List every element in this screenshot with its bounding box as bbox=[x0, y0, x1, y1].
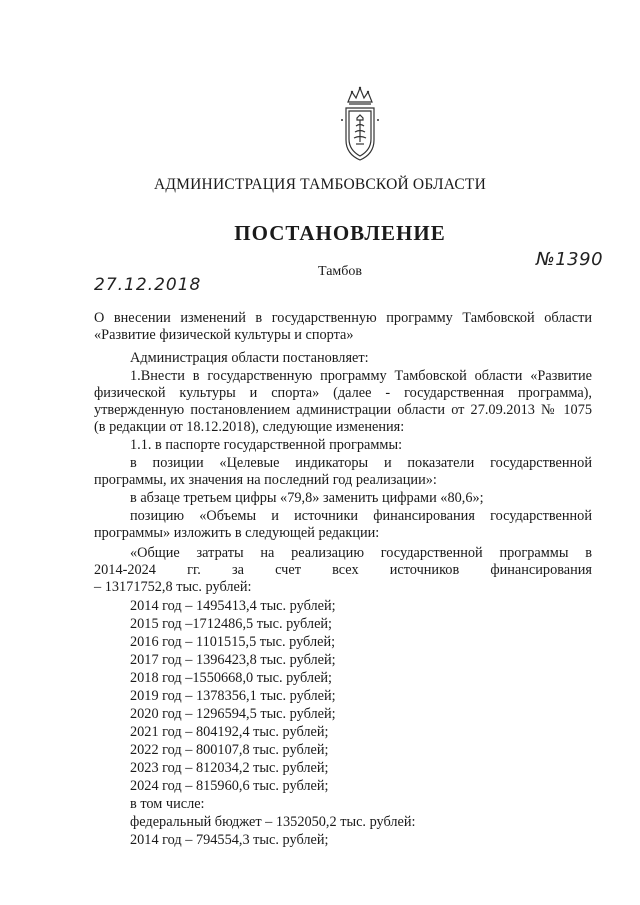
p-total-line-1: «Общие затраты на реализацию государственной программы в bbox=[130, 545, 592, 561]
including-label: в том числе: bbox=[130, 796, 205, 812]
p-pos-line-2: программы» изложить в следующей редакции: bbox=[94, 525, 380, 541]
tambov-coat-of-arms-icon bbox=[338, 80, 382, 162]
subject-line-2: «Развитие физической культуры и спорта» bbox=[94, 327, 354, 343]
organization-name: АДМИНИСТРАЦИЯ ТАМБОВСКОЙ ОБЛАСТИ bbox=[154, 176, 486, 193]
p-total-line-2: 2014-2024 гг. за счет всех источников финансирования bbox=[94, 562, 592, 578]
handwritten-date: 27.12.2018 bbox=[94, 275, 202, 295]
year-2017: 2017 год – 1396423,8 тыс. рублей; bbox=[130, 652, 336, 668]
year-2015: 2015 год –1712486,5 тыс. рублей; bbox=[130, 616, 333, 632]
year-2022: 2022 год – 800107,8 тыс. рублей; bbox=[130, 742, 329, 758]
p11: 1.1. в паспорте государственной программы: bbox=[130, 437, 403, 453]
federal-budget: федеральный бюджет – 1352050,2 тыс. рублей: bbox=[130, 814, 416, 830]
year-2023: 2023 год – 812034,2 тыс. рублей; bbox=[130, 760, 329, 776]
p1-line-2: физической культуры и спорта» (далее - государственная программа), bbox=[94, 385, 592, 401]
federal-2014: 2014 год – 794554,3 тыс. рублей; bbox=[130, 832, 329, 848]
p1-line-1: 1.Внести в государственную программу Тамбовской области «Развитие bbox=[130, 368, 592, 384]
handwritten-number: №1390 bbox=[536, 249, 604, 270]
p1-line-4: (в редакции от 18.12.2018), следующие изменения: bbox=[94, 419, 405, 435]
preamble: Администрация области постановляет: bbox=[130, 350, 369, 366]
year-2016: 2016 год – 1101515,5 тыс. рублей; bbox=[130, 634, 336, 650]
p-pos-line-1: позицию «Объемы и источники финансирования государственной bbox=[130, 508, 592, 524]
year-2024: 2024 год – 815960,6 тыс. рублей; bbox=[130, 778, 329, 794]
subject-line-1: О внесении изменений в государственную программу Тамбовской области bbox=[94, 310, 592, 326]
year-2019: 2019 год – 1378356,1 тыс. рублей; bbox=[130, 688, 336, 704]
document-title: ПОСТАНОВЛЕНИЕ bbox=[234, 221, 446, 245]
p1-line-3: утвержденную постановлением администрации области от 27.09.2013 № 1075 bbox=[94, 402, 592, 418]
p-indic-line-1: в позиции «Целевые индикаторы и показатели государственной bbox=[130, 455, 592, 471]
document-city: Тамбов bbox=[318, 264, 363, 279]
year-2014: 2014 год – 1495413,4 тыс. рублей; bbox=[130, 598, 336, 614]
year-2021: 2021 год – 804192,4 тыс. рублей; bbox=[130, 724, 329, 740]
year-2018: 2018 год –1550668,0 тыс. рублей; bbox=[130, 670, 333, 686]
p-indic-line-2: программы, их значения на последний год реализации»: bbox=[94, 472, 437, 488]
year-2020: 2020 год – 1296594,5 тыс. рублей; bbox=[130, 706, 336, 722]
p-abz: в абзаце третьем цифры «79,8» заменить цифрами «80,6»; bbox=[130, 490, 484, 506]
p-total-line-3: – 13171752,8 тыс. рублей: bbox=[94, 579, 252, 595]
